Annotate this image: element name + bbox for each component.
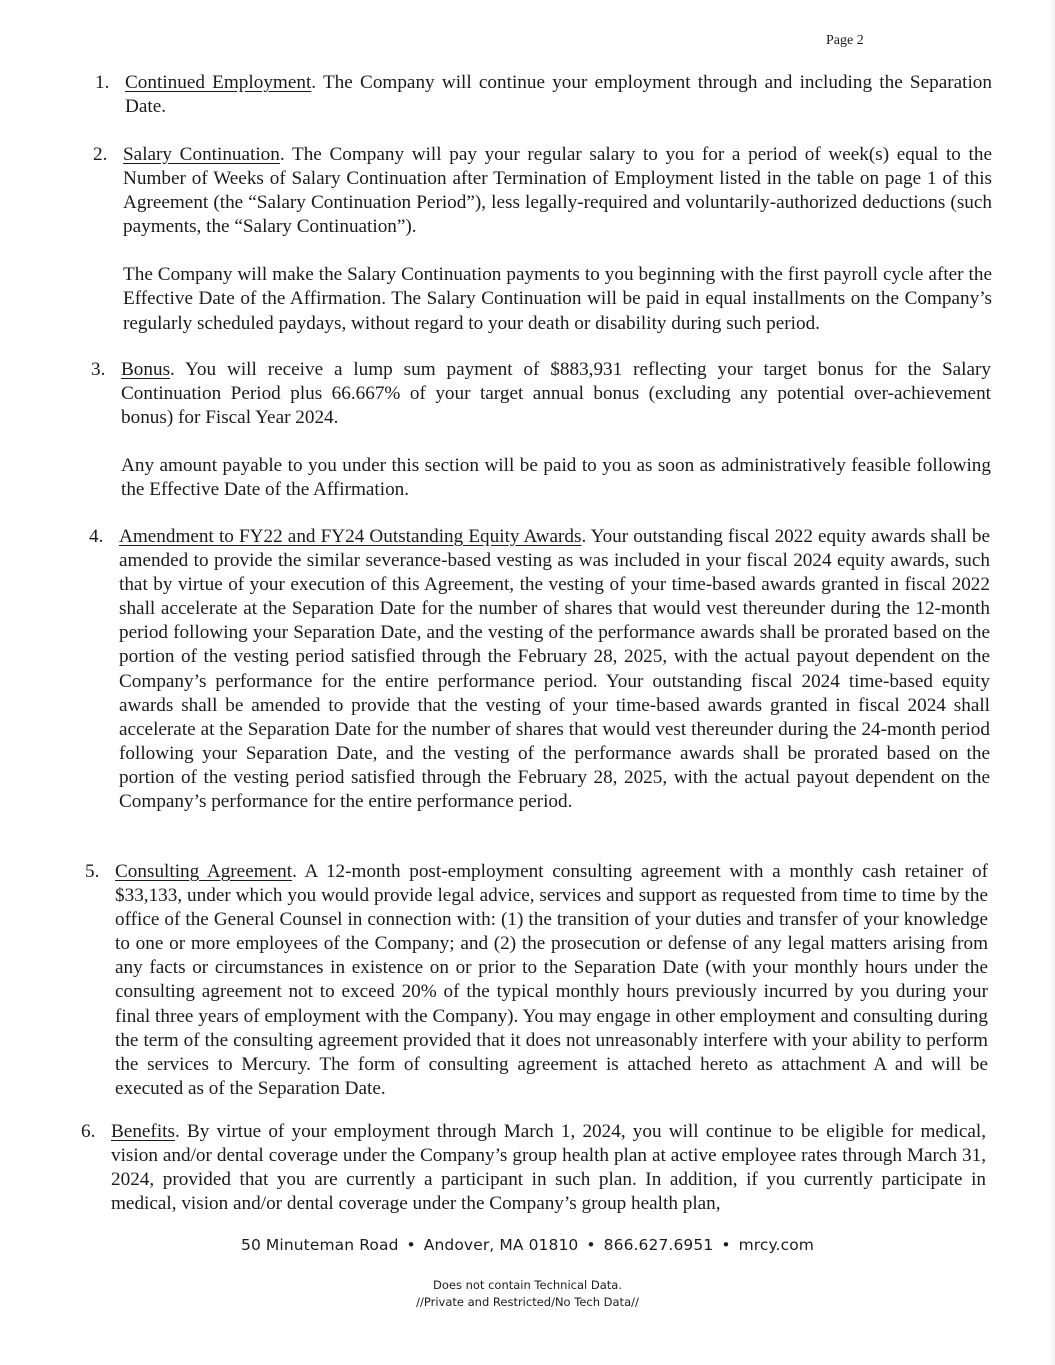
item-paragraph bbox=[119, 525, 990, 814]
item-number: 1. bbox=[95, 72, 110, 93]
item-text: . Your outstanding fiscal 2022 equity awards shall be amended to provide the similar severance-based vesting as was included in your fiscal 2024 equity awards, such that by virtue of your execution of this Agreement, the vesting of your time-based awards granted in fiscal 2022 shall accelerate at the Separation Date for the number of shares that would vest thereunder during the 12-month period following your Separation Date, and the vesting of the performance awards shall be prorated based on the portion of the vesting period satisfied through the February 28, 2025, with the actual payout dependent on the Company’s performance for the entire performance period. Your outstanding fiscal 2024 time-based equity awards shall be amended to provide that the vesting of your time-based awards granted in fiscal 2024 shall accelerate at the Separation Date for the number of shares that would vest thereunder during the 24-month period following your Separation Date, and the vesting of the performance awards shall be prorated based on the portion of the vesting period satisfied through the February 28, 2025, with the actual payout dependent on the Company’s performance for the entire performance period. bbox=[119, 526, 991, 813]
item-paragraph: Any amount payable to you under this section will be paid to you as soon as administratively feasible following the Effective Date of the Affirmation. bbox=[121, 455, 991, 501]
list-item-salary-continuation bbox=[93, 143, 992, 336]
item-number: 3. bbox=[91, 359, 106, 380]
item-number: 4. bbox=[89, 526, 104, 547]
footer-phone: 866.627.6951 bbox=[603, 1236, 714, 1254]
item-text: . The Company will continue your employment through and including the Separation Date. bbox=[125, 72, 992, 118]
footer-bullet: • bbox=[721, 1236, 731, 1254]
list-item-consulting-agreement bbox=[85, 860, 988, 1101]
footer-city: Andover, MA 01810 bbox=[423, 1236, 579, 1254]
footer-website: mrcy.com bbox=[738, 1236, 815, 1254]
item-paragraph bbox=[111, 1120, 986, 1216]
item-paragraph bbox=[123, 143, 992, 239]
item-paragraph bbox=[125, 71, 992, 119]
item-heading: Amendment to FY22 and FY24 Outstanding Equity Awards bbox=[119, 526, 582, 547]
footer-bullet: • bbox=[586, 1236, 596, 1254]
item-paragraph: The Company will make the Salary Continuation payments to you beginning with the first payroll cycle after the Effective Date of the Affirmation. The Salary Continuation will be paid in equal installments on the Company’s regularly scheduled paydays, without regard to your death or disability during such period. bbox=[123, 264, 992, 334]
list-item-equity-awards bbox=[89, 525, 991, 814]
list-item-continued-employment bbox=[95, 71, 992, 119]
item-paragraph bbox=[115, 860, 988, 1101]
item-text: . By virtue of your employment through March 1, 2024, you will continue to be eligible for medical, vision and/or dental coverage under the Company’s group health plan at active employee rates through March 31, 2024, provided that you are currently a participant in such plan. In addition, if you currently participate in medical, vision and/or dental coverage under the Company’s group health plan, bbox=[111, 1121, 986, 1215]
footer-bullet: • bbox=[406, 1236, 416, 1254]
footer-notice-line: Does not contain Technical Data. bbox=[432, 1278, 623, 1292]
footer-notice bbox=[0, 1277, 1055, 1311]
list-item-benefits bbox=[81, 1120, 986, 1216]
item-text: . You will receive a lump sum payment of $883,931 reflecting your target bonus for the Salary Continuation Period plus 66.667% of your target annual bonus (excluding any potential over-achievement bonus) for Fiscal Year 2024. bbox=[121, 359, 991, 429]
footer-notice-line: //Private and Restricted/No Tech Data// bbox=[416, 1295, 639, 1309]
scan-edge-shadow bbox=[1049, 0, 1055, 1365]
item-heading: Consulting Agreement bbox=[115, 861, 293, 882]
item-text: . A 12-month post-employment consulting agreement with a monthly cash retainer of $33,133, under which you would provide legal advice, services and support as requested from time to time by the office of the General Counsel in connection with: (1) the transition of your duties and transfer of your knowledge to one or more employees of the Company; and (2) the prosecution or defense of any legal matters arising from any facts or circumstances in existence on or prior to the Separation Date (with your monthly hours under the consulting agreement not to exceed 20% of the typical monthly hours previously incurred by you during your final three years of employment with the Company). You may engage in other employment and consulting during the term of the consulting agreement provided that it does not unreasonably interfere with your ability to perform the services to Mercury. The form of consulting agreement is attached hereto as attachment A and will be executed as of the Separation Date. bbox=[115, 861, 988, 1099]
footer-address bbox=[0, 1236, 1055, 1254]
page-number: Page 2 bbox=[826, 33, 864, 48]
item-heading: Salary Continuation bbox=[123, 144, 280, 165]
item-paragraph bbox=[121, 358, 991, 430]
item-text: . The Company will pay your regular salary to you for a period of week(s) equal to the Number of Weeks of Salary Continuation after Termination of Employment listed in the table on page 1 of this Agreement (the “Salary Continuation Period”), less legally-required and voluntarily-authorized deductions (such payments, the “Salary Continuation”). bbox=[123, 144, 992, 238]
footer-street: 50 Minuteman Road bbox=[240, 1236, 399, 1254]
item-heading: Continued Employment bbox=[125, 72, 312, 93]
item-number: 2. bbox=[93, 144, 108, 165]
item-number: 5. bbox=[85, 861, 100, 882]
item-heading: Bonus bbox=[121, 359, 171, 380]
item-number: 6. bbox=[81, 1121, 96, 1142]
list-item-bonus bbox=[91, 358, 991, 502]
item-heading: Benefits bbox=[111, 1121, 175, 1142]
